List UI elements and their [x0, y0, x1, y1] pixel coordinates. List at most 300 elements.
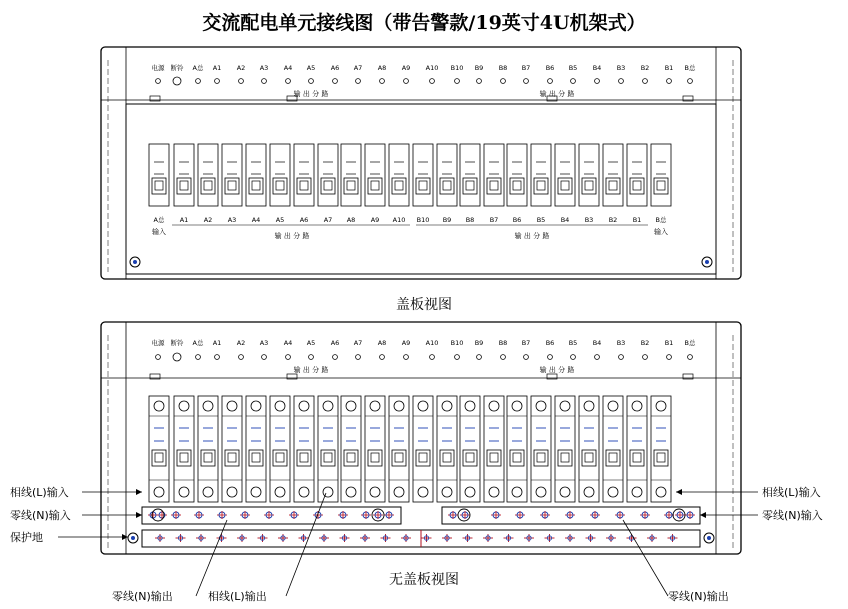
breaker-toggle [321, 178, 335, 194]
indicator-label: A1 [212, 339, 222, 347]
indicator-led-icon [548, 79, 553, 84]
indicator-led-icon [380, 79, 385, 84]
breaker-label: A3 [227, 216, 237, 224]
indicator-led-icon [571, 79, 576, 84]
breaker-body [174, 396, 194, 502]
breaker [460, 144, 480, 224]
breaker-toggle [201, 178, 215, 194]
breaker [413, 396, 433, 502]
callout-neutral-input-left: 零线(N)输入 [10, 509, 71, 522]
top-terminal-icon [560, 401, 570, 411]
indicator-label: 断铃 [170, 64, 184, 72]
breaker-body [531, 144, 551, 206]
indicator-led-icon [356, 355, 361, 360]
indicator-led-icon [196, 79, 201, 84]
breaker-toggle-handle [300, 453, 308, 462]
breaker [365, 396, 385, 502]
breaker-toggle-handle [513, 181, 521, 190]
breaker [603, 396, 623, 502]
breaker-body [507, 144, 527, 206]
top-terminal-icon [275, 401, 285, 411]
indicator-group-label: 输 出 分 路 [539, 90, 575, 98]
breaker-toggle [463, 450, 477, 466]
breaker [222, 144, 242, 224]
callout-phase-input-right: 相线(L)输入 [762, 486, 821, 499]
top-terminal-icon [489, 401, 499, 411]
breaker [365, 144, 385, 224]
indicator-led-icon [404, 79, 409, 84]
bottom-terminal-icon [489, 487, 499, 497]
breaker [627, 144, 647, 224]
top-terminal-icon [608, 401, 618, 411]
breaker [507, 396, 527, 502]
indicator-row [150, 338, 696, 379]
breaker [603, 144, 623, 224]
breaker [389, 396, 409, 502]
top-terminal-icon [442, 401, 452, 411]
breaker-body [341, 396, 361, 502]
breaker [174, 144, 194, 224]
breaker-toggle [273, 178, 287, 194]
breaker-toggle-handle [252, 453, 260, 462]
indicator-label: 电源 [151, 64, 165, 72]
neutral-busbar-right [442, 507, 700, 524]
screw-icon [133, 260, 137, 264]
breaker-toggle-handle [490, 181, 498, 190]
breaker [484, 144, 504, 224]
top-terminal-icon [512, 401, 522, 411]
breaker-toggle-handle [276, 181, 284, 190]
breaker-toggle-handle [633, 453, 641, 462]
breaker-toggle [368, 178, 382, 194]
breaker [555, 396, 575, 502]
bottom-terminal-icon [560, 487, 570, 497]
indicator-label: A6 [330, 339, 340, 347]
breaker-body [555, 396, 575, 502]
indicator-label: A2 [236, 339, 246, 347]
breaker-body [365, 144, 385, 206]
top-terminal-icon [656, 401, 666, 411]
top-terminal-icon [346, 401, 356, 411]
breaker-toggle [225, 450, 239, 466]
breaker-toggle [534, 178, 548, 194]
indicator-label: A5 [306, 64, 316, 72]
top-terminal-icon [418, 401, 428, 411]
breaker-label: B1 [632, 216, 642, 224]
breaker-toggle-handle [228, 453, 236, 462]
callout-neutral-input-right: 零线(N)输入 [762, 509, 823, 522]
breaker-body [603, 396, 623, 502]
breaker-body [507, 396, 527, 502]
breaker-toggle [416, 178, 430, 194]
callout-neutral-output-right: 零线(N)输出 [668, 590, 729, 603]
breaker [198, 144, 218, 224]
indicator-led-icon [333, 79, 338, 84]
breaker [627, 396, 647, 502]
breaker-toggle-handle [204, 453, 212, 462]
breaker-toggle [654, 178, 668, 194]
bottom-terminal-icon [227, 487, 237, 497]
top-terminal-icon [584, 401, 594, 411]
breaker [246, 396, 266, 502]
no-cover-view-caption: 无盖板视图 [389, 572, 459, 588]
breaker-toggle [152, 178, 166, 194]
breaker-body [341, 144, 361, 206]
breaker-sub-label: 输入 [152, 228, 166, 236]
breaker-toggle-handle [490, 453, 498, 462]
breaker-toggle-handle [537, 181, 545, 190]
indicator-led-icon [524, 79, 529, 84]
breaker [318, 144, 338, 224]
breaker-label: B3 [584, 216, 594, 224]
breaker-body [627, 396, 647, 502]
indicator-label: A5 [306, 339, 316, 347]
breaker [149, 396, 169, 502]
indicator-led-icon [619, 79, 624, 84]
breaker-toggle-handle [180, 453, 188, 462]
breaker-body [579, 144, 599, 206]
indicator-led-icon [643, 355, 648, 360]
breaker-label: A5 [275, 216, 285, 224]
breaker-toggle-handle [657, 181, 665, 190]
breaker [507, 144, 527, 224]
breaker-body [198, 396, 218, 502]
breaker [270, 144, 290, 224]
bottom-terminal-icon [632, 487, 642, 497]
breaker-toggle-handle [371, 453, 379, 462]
breaker-toggle-handle [633, 181, 641, 190]
breaker-toggle [582, 450, 596, 466]
breaker-sub-label: 输 出 分 路 [274, 232, 310, 240]
breaker-toggle-handle [347, 453, 355, 462]
indicator-led-icon [286, 355, 291, 360]
ground-terminal-row [155, 530, 678, 547]
breaker-toggle-handle [609, 453, 617, 462]
indicator-label: A8 [377, 64, 387, 72]
breaker-body [222, 396, 242, 502]
breaker-toggle [177, 178, 191, 194]
indicator-led-icon [524, 355, 529, 360]
indicator-led-icon [667, 355, 672, 360]
breaker-label: B7 [489, 216, 499, 224]
breaker-body [318, 396, 338, 502]
breaker-body [294, 144, 314, 206]
breaker [531, 144, 551, 224]
indicator-led-icon [309, 79, 314, 84]
breaker-body [365, 396, 385, 502]
indicator-led-icon [430, 355, 435, 360]
bottom-terminal-icon [418, 487, 428, 497]
bottom-terminal-icon [275, 487, 285, 497]
breaker-toggle-handle [180, 181, 188, 190]
breaker-label: A6 [299, 216, 309, 224]
breaker-label: A8 [346, 216, 356, 224]
indicator-label: A6 [330, 64, 340, 72]
breaker-toggle [630, 450, 644, 466]
breaker-toggle-handle [347, 181, 355, 190]
breaker-toggle-handle [395, 453, 403, 462]
top-terminal-icon [323, 401, 333, 411]
breaker-toggle [440, 178, 454, 194]
indicator-led-icon [688, 355, 693, 360]
breaker-toggle-handle [155, 453, 163, 462]
ground-screw-icon [131, 536, 135, 540]
breaker-body [531, 396, 551, 502]
breaker-body [294, 396, 314, 502]
ground-screw-icon [707, 536, 711, 540]
breaker-toggle-handle [252, 181, 260, 190]
indicator-led-icon [262, 355, 267, 360]
breaker-toggle [510, 450, 524, 466]
breaker-toggle-handle [561, 181, 569, 190]
breaker [579, 396, 599, 502]
breaker [555, 144, 575, 224]
breaker-body [484, 396, 504, 502]
indicator-led-icon [548, 355, 553, 360]
indicator-led-icon [595, 355, 600, 360]
top-terminal-icon [203, 401, 213, 411]
breaker-row [149, 144, 671, 224]
breaker-toggle-handle [513, 453, 521, 462]
breaker-toggle-handle [466, 453, 474, 462]
breaker-label: B5 [536, 216, 546, 224]
bottom-terminal-icon [465, 487, 475, 497]
breaker-toggle [392, 450, 406, 466]
breaker-body [246, 396, 266, 502]
indicator-label: B3 [616, 64, 626, 72]
breaker-label: A10 [392, 216, 406, 224]
indicator-label: B6 [545, 339, 555, 347]
breaker-toggle-handle [561, 453, 569, 462]
indicator-led-icon [455, 79, 460, 84]
reset-button-icon [173, 353, 181, 361]
breaker-toggle-handle [419, 181, 427, 190]
indicator-label: B4 [592, 64, 602, 72]
breaker-body [222, 144, 242, 206]
breaker [531, 396, 551, 502]
indicator-led-icon [215, 355, 220, 360]
indicator-led-icon [430, 79, 435, 84]
indicator-group-label: 输 出 分 路 [293, 366, 329, 374]
indicator-group-label: 输 出 分 路 [539, 366, 575, 374]
breaker-toggle [249, 450, 263, 466]
indicator-led-icon [156, 355, 161, 360]
breaker-toggle [177, 450, 191, 466]
breaker [460, 396, 480, 502]
indicator-label: A10 [425, 64, 439, 72]
indicator-label: A7 [353, 64, 363, 72]
breaker-toggle [225, 178, 239, 194]
breaker [579, 144, 599, 224]
breaker-toggle [416, 450, 430, 466]
breaker [270, 396, 290, 502]
breaker-toggle [344, 178, 358, 194]
indicator-led-icon [688, 79, 693, 84]
bottom-terminal-icon [394, 487, 404, 497]
breaker [341, 396, 361, 502]
rack-frame [101, 322, 741, 554]
callout-neutral-output-left: 零线(N)输出 [112, 590, 173, 603]
breaker [246, 144, 266, 224]
indicator-label: B7 [521, 64, 531, 72]
neutral-busbar-left [142, 507, 401, 524]
breaker [341, 144, 361, 224]
bottom-terminal-icon [536, 487, 546, 497]
top-terminal-icon [465, 401, 475, 411]
breaker-body [460, 396, 480, 502]
breaker-body [413, 396, 433, 502]
breaker-toggle [321, 450, 335, 466]
bottom-terminal-icon [656, 487, 666, 497]
breaker-toggle [392, 178, 406, 194]
breaker-toggle-handle [324, 181, 332, 190]
breaker-toggle-handle [300, 181, 308, 190]
breaker-body [460, 144, 480, 206]
breaker-toggle-handle [419, 453, 427, 462]
bottom-terminal-icon [203, 487, 213, 497]
breaker-label: B8 [465, 216, 475, 224]
indicator-led-icon [215, 79, 220, 84]
bottom-terminal-icon [299, 487, 309, 497]
bottom-terminal-icon [512, 487, 522, 497]
breaker-body [270, 396, 290, 502]
indicator-label: A1 [212, 64, 222, 72]
callout-phase-input-left: 相线(L)输入 [10, 486, 69, 499]
breaker-label: A4 [251, 216, 261, 224]
breaker-toggle [606, 178, 620, 194]
indicator-label: A9 [401, 339, 411, 347]
diagram-title: 交流配电单元接线图（带告警款/19英寸4U机架式） [202, 12, 646, 34]
indicator-label: A2 [236, 64, 246, 72]
breaker [318, 396, 338, 502]
top-terminal-icon [299, 401, 309, 411]
breaker-label: B2 [608, 216, 618, 224]
indicator-led-icon [501, 79, 506, 84]
cover-view-caption: 盖板视图 [396, 297, 452, 313]
indicator-led-icon [333, 355, 338, 360]
breaker-toggle-handle [443, 453, 451, 462]
breaker-label: A2 [203, 216, 213, 224]
callout-ground: 保护地 [10, 531, 43, 544]
breaker-toggle-handle [585, 453, 593, 462]
breaker-toggle-handle [324, 453, 332, 462]
breaker-body [627, 144, 647, 206]
indicator-label: A总 [192, 64, 204, 72]
indicator-led-icon [262, 79, 267, 84]
breaker-body [149, 144, 169, 206]
indicator-group-label: 输 出 分 路 [293, 90, 329, 98]
breaker-label: A9 [370, 216, 380, 224]
breaker-body [149, 396, 169, 502]
indicator-label: B6 [545, 64, 555, 72]
indicator-label: B5 [568, 339, 578, 347]
breaker-toggle-handle [276, 453, 284, 462]
breaker-toggle [606, 450, 620, 466]
breaker-sub-label: 输入 [654, 228, 668, 236]
breaker [437, 396, 457, 502]
breaker-toggle [249, 178, 263, 194]
breaker-toggle-handle [204, 181, 212, 190]
bottom-terminal-icon [323, 487, 333, 497]
breaker-label: A总 [153, 216, 165, 224]
bottom-terminal-icon [179, 487, 189, 497]
breaker-body [270, 144, 290, 206]
top-terminal-icon [536, 401, 546, 411]
indicator-label: B9 [474, 64, 484, 72]
breaker-body [318, 144, 338, 206]
breaker-toggle [273, 450, 287, 466]
breaker-toggle [534, 450, 548, 466]
breaker-row [149, 396, 671, 502]
breaker-toggle [297, 178, 311, 194]
indicator-led-icon [595, 79, 600, 84]
top-terminal-icon [394, 401, 404, 411]
breaker-toggle [558, 178, 572, 194]
breaker-body [603, 144, 623, 206]
indicator-led-icon [667, 79, 672, 84]
indicator-label: B2 [640, 339, 650, 347]
indicator-label: A总 [192, 339, 204, 347]
indicator-led-icon [309, 355, 314, 360]
cover-view-panel [101, 47, 741, 279]
breaker-label: A7 [323, 216, 333, 224]
indicator-label: B1 [664, 64, 674, 72]
bottom-terminal-icon [251, 487, 261, 497]
breaker [149, 144, 169, 224]
breaker-toggle [654, 450, 668, 466]
breaker-toggle-handle [609, 181, 617, 190]
breaker [413, 144, 433, 224]
breaker-label: B总 [655, 216, 667, 224]
indicator-led-icon [239, 79, 244, 84]
indicator-label: A8 [377, 339, 387, 347]
breaker-body [174, 144, 194, 206]
indicator-led-icon [571, 355, 576, 360]
breaker-toggle [487, 178, 501, 194]
indicator-label: B10 [450, 64, 464, 72]
breaker-toggle-handle [466, 181, 474, 190]
indicator-label: B总 [684, 64, 696, 72]
breaker [651, 144, 671, 224]
indicator-led-icon [455, 355, 460, 360]
indicator-label: 电源 [151, 339, 165, 347]
reset-button-icon [173, 77, 181, 85]
breaker-body [579, 396, 599, 502]
indicator-label: A10 [425, 339, 439, 347]
bottom-terminal-icon [584, 487, 594, 497]
top-terminal-icon [154, 401, 164, 411]
breaker [174, 396, 194, 502]
breaker-toggle [201, 450, 215, 466]
breaker [484, 396, 504, 502]
breaker-label: B10 [416, 216, 430, 224]
breaker [294, 396, 314, 502]
bottom-terminal-icon [154, 487, 164, 497]
indicator-led-icon [619, 355, 624, 360]
cover-plate [126, 104, 716, 274]
indicator-led-icon [156, 79, 161, 84]
breaker-body [651, 396, 671, 502]
indicator-led-icon [404, 355, 409, 360]
breaker-body [651, 144, 671, 206]
breaker [222, 396, 242, 502]
indicator-label: B8 [498, 64, 508, 72]
breaker-toggle-handle [155, 181, 163, 190]
screw-icon [705, 260, 709, 264]
breaker [389, 144, 409, 224]
breaker-toggle [487, 450, 501, 466]
breaker-body [484, 144, 504, 206]
